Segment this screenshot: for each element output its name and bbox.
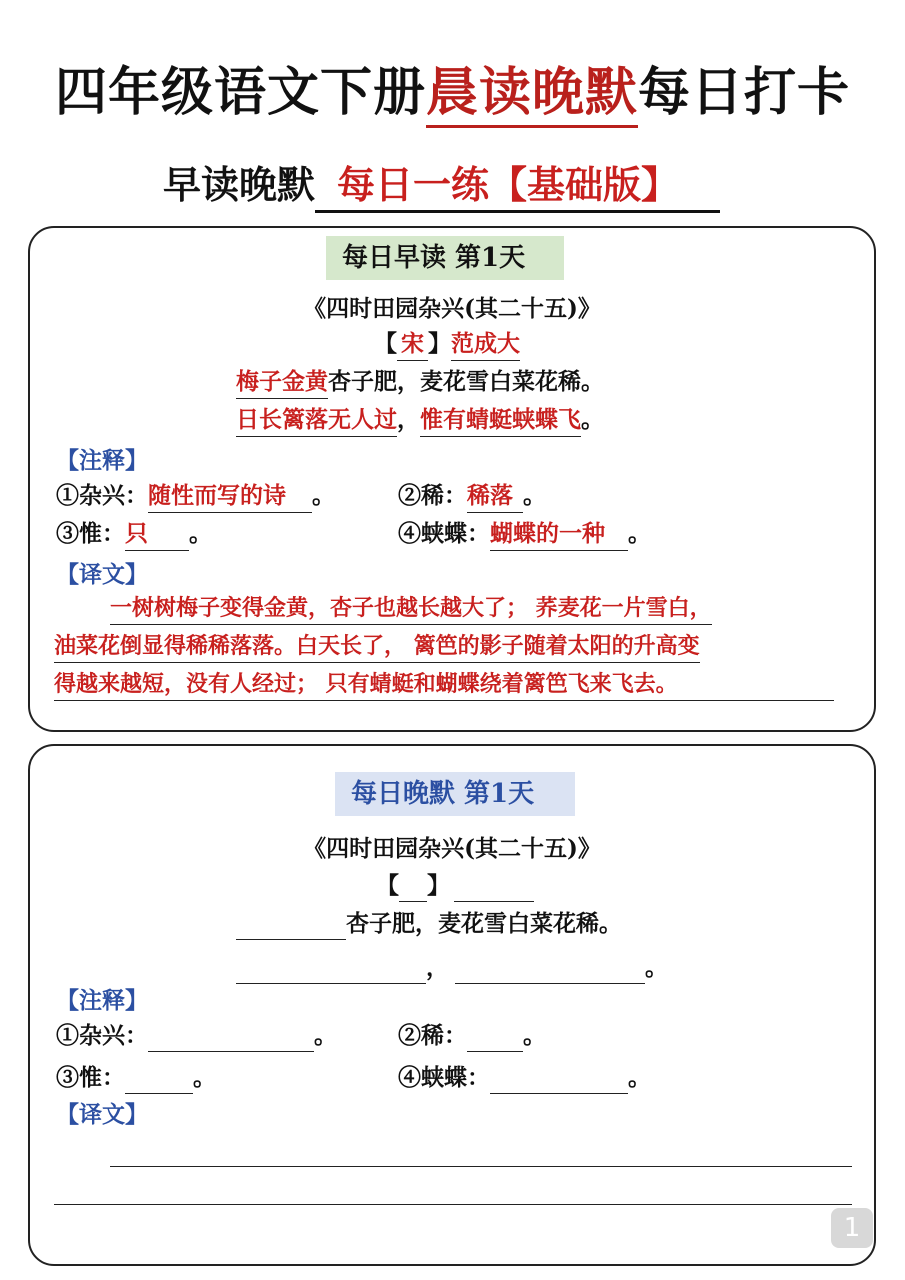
poem-line-1-blank[interactable]	[236, 913, 346, 940]
note-3	[56, 518, 212, 551]
bracket: 】	[427, 872, 450, 899]
poem-line-1-text: 杏子肥，麦花雪白菜花稀。	[328, 368, 604, 395]
page-title-part: 每日打卡	[638, 62, 851, 123]
note-2-label: ②稀：	[398, 1022, 467, 1049]
author: 范成大	[451, 328, 520, 361]
morning-day-badge: 每日早读 第1天	[326, 236, 564, 280]
bracket: 【	[376, 872, 399, 899]
period: 。	[314, 1022, 337, 1049]
poem-line-1-text: 杏子肥，麦花雪白菜花稀。	[346, 910, 622, 937]
poem-title: 《四时田园杂兴(其二十五)》	[303, 835, 601, 862]
poem-line-2	[236, 952, 668, 984]
note-4	[398, 1062, 651, 1094]
note-3-label: ③惟：	[56, 520, 125, 547]
note-4-answer: 蝴蝶的一种	[490, 518, 628, 551]
note-3	[56, 1062, 216, 1094]
note-1	[56, 1020, 337, 1052]
page-number-badge: 1	[831, 1208, 873, 1248]
author-blank[interactable]	[454, 875, 534, 902]
period: 。	[193, 1064, 216, 1091]
page-subtitle	[163, 160, 720, 213]
page-title	[0, 58, 905, 128]
note-2-label: ②稀：	[398, 482, 467, 509]
subtitle-highlight: 每日一练【基础版】	[315, 160, 720, 213]
translation-line: 油菜花倒显得稀稀落落。白天长了， 篱笆的影子随着太阳的升高变	[54, 630, 700, 663]
page-title-part: 四年级语文下册	[54, 62, 426, 123]
translation-blank-line[interactable]	[110, 1166, 852, 1167]
poem-line-2-answer-b: 惟有蜻蜓蛱蝶飞	[420, 404, 581, 437]
translation-blank-line[interactable]	[54, 1204, 852, 1205]
translation-line: 得越来越短，没有人经过； 只有蜻蜓和蝴蝶绕着篱笆飞来飞去。	[54, 668, 834, 701]
note-2-answer: 稀落	[467, 480, 523, 513]
dynasty: 宋	[397, 328, 428, 361]
bracket: 【	[374, 330, 397, 357]
note-3-answer: 只	[125, 518, 189, 551]
period: 。	[581, 406, 604, 433]
note-1-label: ①杂兴：	[56, 1022, 148, 1049]
dynasty-blank[interactable]	[399, 875, 427, 902]
period: 。	[523, 482, 546, 509]
page-title-highlight: 晨读晚默	[426, 62, 638, 128]
period: 。	[628, 1064, 651, 1091]
note-4	[398, 518, 651, 551]
poem-title: 《四时田园杂兴(其二十五)》	[303, 295, 601, 322]
poem-line-1-answer: 梅子金黄	[236, 366, 328, 399]
translation-line: 一树树梅子变得金黄，杏子也越长越大了； 荞麦花一片雪白，	[110, 592, 712, 625]
poem-line-2-blank-b[interactable]	[455, 957, 645, 984]
poem-line-1	[236, 908, 622, 940]
note-2	[398, 1020, 546, 1052]
note-3-blank[interactable]	[125, 1067, 193, 1094]
comma: ，	[397, 406, 420, 433]
note-4-label: ④蛱蝶：	[398, 520, 490, 547]
note-4-blank[interactable]	[490, 1067, 628, 1094]
note-2	[398, 480, 546, 513]
poem-line-2-answer-a: 日长篱落无人过	[236, 404, 397, 437]
period: 。	[312, 482, 335, 509]
notes-label: 【注释】	[56, 987, 148, 1014]
notes-label: 【注释】	[56, 447, 148, 474]
translation-label: 【译文】	[56, 1101, 148, 1128]
translation-label: 【译文】	[56, 561, 148, 588]
note-1-blank[interactable]	[148, 1025, 314, 1052]
note-1	[56, 480, 335, 513]
period: 。	[628, 520, 651, 547]
note-4-label: ④蛱蝶：	[398, 1064, 490, 1091]
note-3-label: ③惟：	[56, 1064, 125, 1091]
subtitle-label: 早读晚默	[163, 162, 316, 207]
evening-day-badge: 每日晚默 第1天	[335, 772, 575, 816]
poem-line-2	[236, 404, 604, 437]
poem-author-line	[376, 870, 534, 902]
bracket: 】	[428, 330, 451, 357]
note-2-blank[interactable]	[467, 1025, 523, 1052]
note-1-answer: 随性而写的诗	[148, 480, 312, 513]
comma: ，	[426, 954, 449, 981]
period: 。	[645, 954, 668, 981]
period: 。	[523, 1022, 546, 1049]
poem-line-1	[236, 366, 604, 399]
poem-author-line	[374, 328, 520, 361]
evening-dictation-card	[28, 744, 876, 1266]
note-1-label: ①杂兴：	[56, 482, 148, 509]
period: 。	[189, 520, 212, 547]
poem-line-2-blank-a[interactable]	[236, 957, 426, 984]
morning-reading-card	[28, 226, 876, 732]
